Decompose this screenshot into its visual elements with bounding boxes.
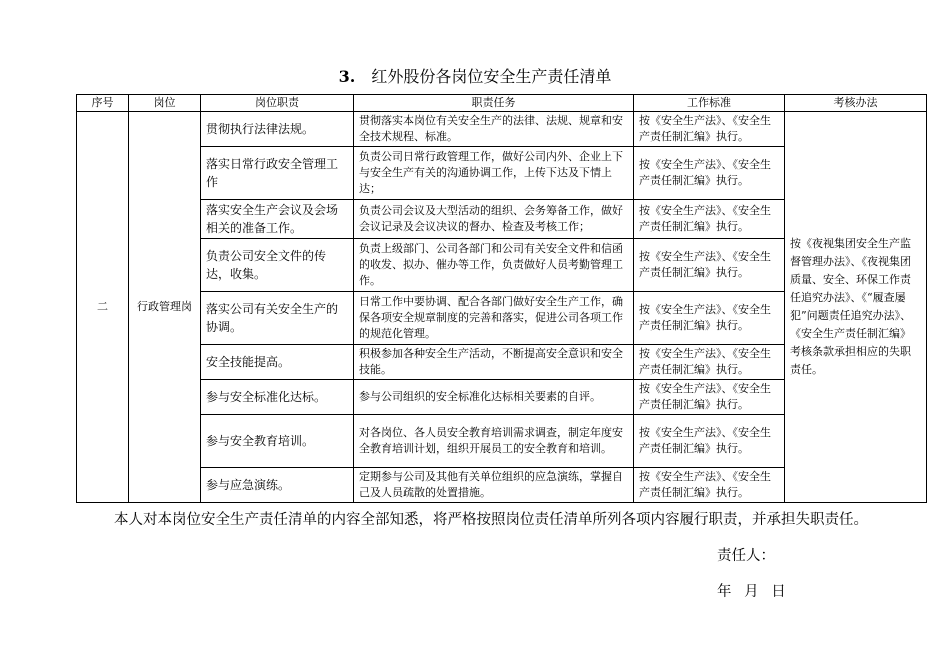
assessment-cell: 按《夜视集团安全生产监督管理办法》、《夜视集团质量、安全、环保工作责任追究办法》、《“履查屡犯”问题责任追究办法》、《安全生产责任制汇编》考核条款承担相应的失职责任。 bbox=[785, 112, 927, 503]
duty-cell: 安全技能提高。 bbox=[201, 345, 354, 380]
table-header-row bbox=[77, 95, 927, 112]
duty-cell: 落实公司有关安全生产的协调。 bbox=[201, 292, 354, 345]
header-duty: 岗位职责 bbox=[201, 95, 354, 112]
title-text: 红外股份各岗位安全生产责任清单 bbox=[371, 67, 612, 86]
standard-cell: 按《安全生产法》、《安全生产责任制汇编》执行。 bbox=[634, 239, 785, 292]
task-cell: 贯彻落实本岗位有关安全生产的法律、法规、规章和安全技术规程、标准。 bbox=[354, 112, 634, 147]
task-cell: 日常工作中要协调、配合各部门做好安全生产工作，确保各项安全规章制度的完善和落实，促进公司各项工作的规范化管理。 bbox=[354, 292, 634, 345]
standard-cell: 按《安全生产法》、《安全生产责任制汇编》执行。 bbox=[634, 200, 785, 239]
header-seq: 序号 bbox=[77, 95, 129, 112]
task-cell: 参与公司组织的安全标准化达标相关要素的自评。 bbox=[354, 380, 634, 415]
header-assessment: 考核办法 bbox=[785, 95, 927, 112]
duty-cell: 落实日常行政安全管理工作 bbox=[201, 147, 354, 200]
standard-cell: 按《安全生产法》、《安全生产责任制汇编》执行。 bbox=[634, 345, 785, 380]
duty-cell: 参与应急演练。 bbox=[201, 468, 354, 503]
header-standard: 工作标准 bbox=[634, 95, 785, 112]
task-cell: 对各岗位、各人员安全教育培训需求调查，制定年度安全教育培训计划，组织开展员工的安全教育和培训。 bbox=[354, 415, 634, 468]
duty-cell: 参与安全标准化达标。 bbox=[201, 380, 354, 415]
signature-label: 责任人： bbox=[717, 548, 775, 564]
standard-cell: 按《安全生产法》、《安全生产责任制汇编》执行。 bbox=[634, 112, 785, 147]
date-label: 年 月 日 bbox=[717, 584, 786, 600]
duty-cell: 负责公司安全文件的传达，收集。 bbox=[201, 239, 354, 292]
position-cell: 行政管理岗 bbox=[129, 112, 201, 503]
task-cell: 积极参加各种安全生产活动，不断提高安全意识和安全技能。 bbox=[354, 345, 634, 380]
title-number: 3. bbox=[338, 67, 356, 86]
header-position: 岗位 bbox=[129, 95, 201, 112]
standard-cell: 按《安全生产法》、《安全生产责任制汇编》执行。 bbox=[634, 415, 785, 468]
standard-cell: 按《安全生产法》、《安全生产责任制汇编》执行。 bbox=[634, 468, 785, 503]
document-title bbox=[0, 66, 950, 88]
task-cell: 负责公司会议及大型活动的组织、会务筹备工作，做好会议记录及会议决议的督办、检查及考核工作； bbox=[354, 200, 634, 239]
standard-cell: 按《安全生产法》、《安全生产责任制汇编》执行。 bbox=[634, 147, 785, 200]
task-cell: 定期参与公司及其他有关单位组织的应急演练，掌握自己及人员疏散的处置措施。 bbox=[354, 468, 634, 503]
task-cell: 负责公司日常行政管理工作，做好公司内外、企业上下与安全生产有关的沟通协调工作，上传下达及下情上达； bbox=[354, 147, 634, 200]
seq-cell: 二 bbox=[77, 112, 129, 503]
standard-cell: 按《安全生产法》、《安全生产责任制汇编》执行。 bbox=[634, 292, 785, 345]
task-cell: 负责上级部门、公司各部门和公司有关安全文件和信函的收发、拟办、催办等工作，负责做好人员考勤管理工作。 bbox=[354, 239, 634, 292]
commitment-statement: 本人对本岗位安全生产责任清单的内容全部知悉，将严格按照岗位责任清单所列各项内容履行职责，并承担失职责任。 bbox=[114, 512, 868, 528]
responsibility-table bbox=[76, 94, 927, 503]
table-row bbox=[77, 112, 927, 147]
duty-cell: 贯彻执行法律法规。 bbox=[201, 112, 354, 147]
header-task: 职责任务 bbox=[354, 95, 634, 112]
duty-cell: 落实安全生产会议及会场相关的准备工作。 bbox=[201, 200, 354, 239]
duty-cell: 参与安全教育培训。 bbox=[201, 415, 354, 468]
standard-cell: 按《安全生产法》、《安全生产责任制汇编》执行。 bbox=[634, 380, 785, 415]
